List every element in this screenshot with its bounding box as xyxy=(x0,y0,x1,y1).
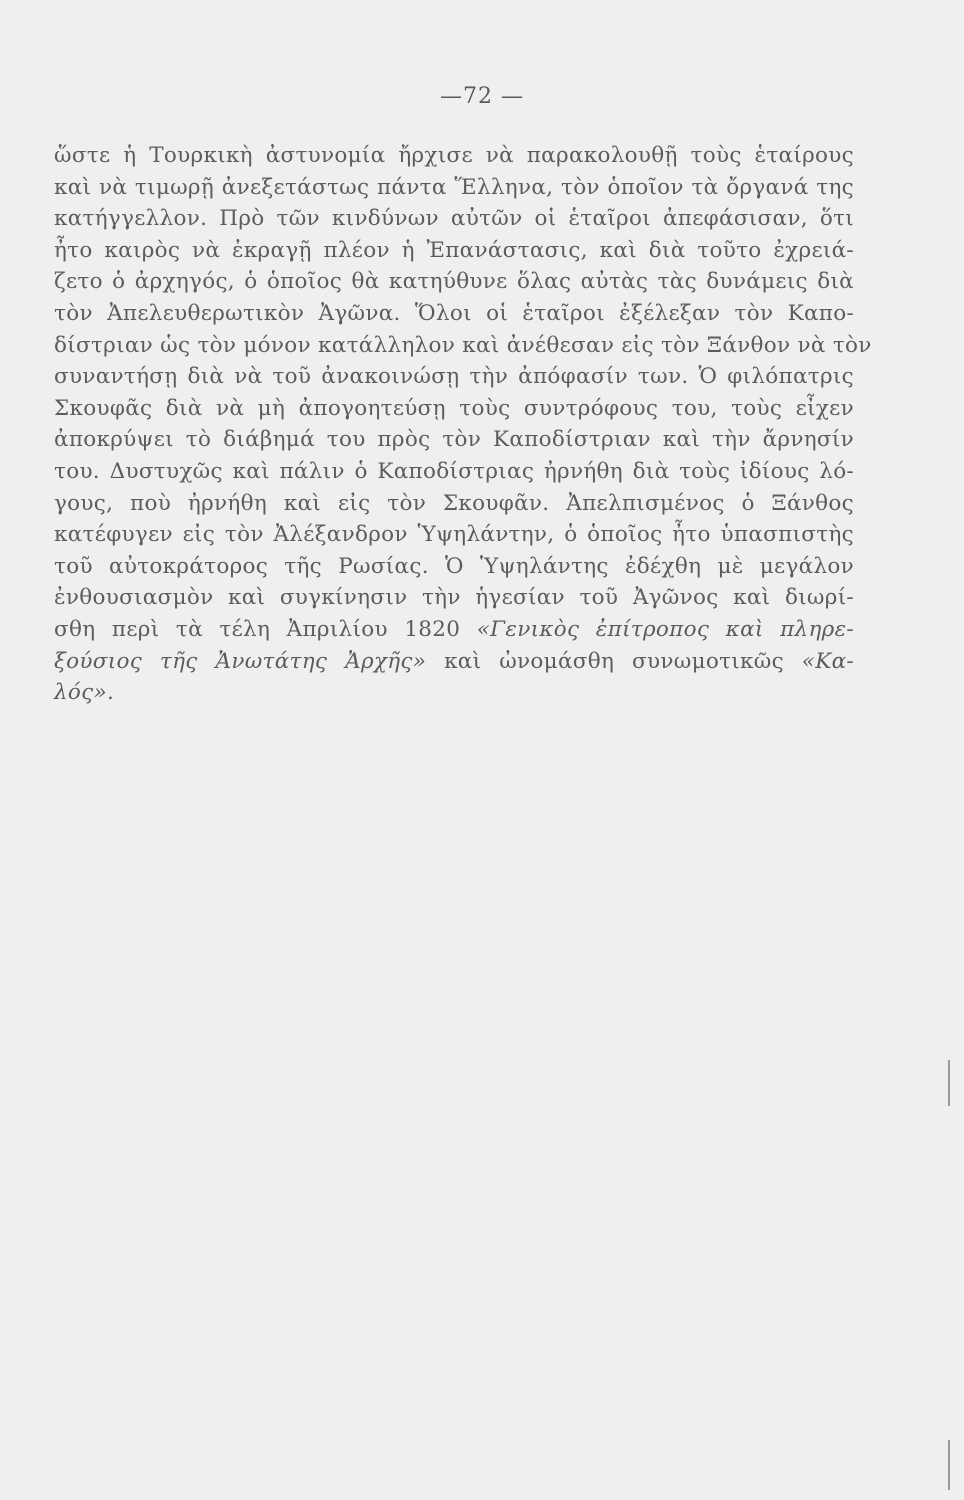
italic-title-text: ξούσιος τῆς Ἀνωτάτης Ἀρχῆς» xyxy=(54,648,427,674)
text-line: καὶ νὰ τιμωρῇ ἀνεξετάστως πάντα Ἕλληνα, τὸν ὁποῖον τὰ ὄργανά της xyxy=(54,174,854,200)
italic-title-text: «Γενικὸς ἐπίτροπος καὶ πληρε- xyxy=(476,616,854,642)
page-number: —72 — xyxy=(440,84,524,109)
text-line: δίστριαν ὡς τὸν μόνον κατάλληλον καὶ ἀνέθεσαν εἰς τὸν Ξάνθον νὰ τὸν xyxy=(54,332,872,358)
body-text xyxy=(54,140,872,709)
text-line: ζετο ὁ ἀρχηγός, ὁ ὁποῖος θὰ κατηύθυνε ὅλας αὐτὰς τὰς δυνάμεις διὰ xyxy=(54,269,854,295)
text-line: τοῦ αὐτοκράτορος τῆς Ρωσίας. Ὁ Ὑψηλάντης ἐδέχθη μὲ μεγάλον xyxy=(54,553,854,579)
text-line: ἐνθουσιασμὸν καὶ συγκίνησιν τὴν ἡγεσίαν τοῦ Ἀγῶνος καὶ διωρί- xyxy=(54,585,854,611)
text-line: κατήγγελλον. Πρὸ τῶν κινδύνων αὐτῶν οἱ ἑταῖροι ἀπεφάσισαν, ὅτι xyxy=(54,206,854,232)
text-line: σθη περὶ τὰ τέλη Ἀπριλίου 1820 «Γενικὸς ἐπίτροπος καὶ πληρε- xyxy=(54,616,854,642)
text-line: συναντήσῃ διὰ νὰ τοῦ ἀνακοινώσῃ τὴν ἀπόφασίν των. Ὁ φιλόπατρις xyxy=(54,364,854,390)
text-line: ἀποκρύψει τὸ διάβημά του πρὸς τὸν Καποδίστριαν καὶ τὴν ἄρνησίν xyxy=(54,427,854,453)
text-line: ξούσιος τῆς Ἀνωτάτης Ἀρχῆς» καὶ ὠνομάσθη συνωμοτικῶς «Κα- xyxy=(54,648,854,674)
text-line: του. Δυστυχῶς καὶ πάλιν ὁ Καποδίστριας ἠρνήθη διὰ τοὺς ἰδίους λό- xyxy=(54,458,854,484)
scan-edge-mark xyxy=(948,1440,950,1490)
text-line xyxy=(54,677,854,709)
text-line: ὥστε ἡ Τουρκικὴ ἀστυνομία ἤρχισε νὰ παρακολουθῇ τοὺς ἑταίρους xyxy=(54,143,854,168)
text-line: γους, ποὺ ἠρνήθη καὶ εἰς τὸν Σκουφᾶν. Ἀπελπισμένος ὁ Ξάνθος xyxy=(54,490,854,516)
italic-codename-text: λός». xyxy=(54,680,115,706)
italic-codename-text: «Κα- xyxy=(801,648,854,674)
text-line: Σκουφᾶς διὰ νὰ μὴ ἀπογοητεύσῃ τοὺς συντρόφους του, τοὺς εἶχεν xyxy=(54,395,854,421)
text-line: κατέφυγεν εἰς τὸν Ἀλέξανδρον Ὑψηλάντην, ὁ ὁποῖος ἦτο ὑπασπιστὴς xyxy=(54,522,854,548)
text-line: ἦτο καιρὸς νὰ ἐκραγῇ πλέον ἡ Ἐπανάστασις, καὶ διὰ τοῦτο ἐχρειά- xyxy=(54,237,854,263)
scan-edge-mark xyxy=(948,1060,950,1106)
text-line: τὸν Ἀπελευθερωτικὸν Ἀγῶνα. Ὅλοι οἱ ἑταῖροι ἐξέλεξαν τὸν Καπο- xyxy=(54,300,854,326)
